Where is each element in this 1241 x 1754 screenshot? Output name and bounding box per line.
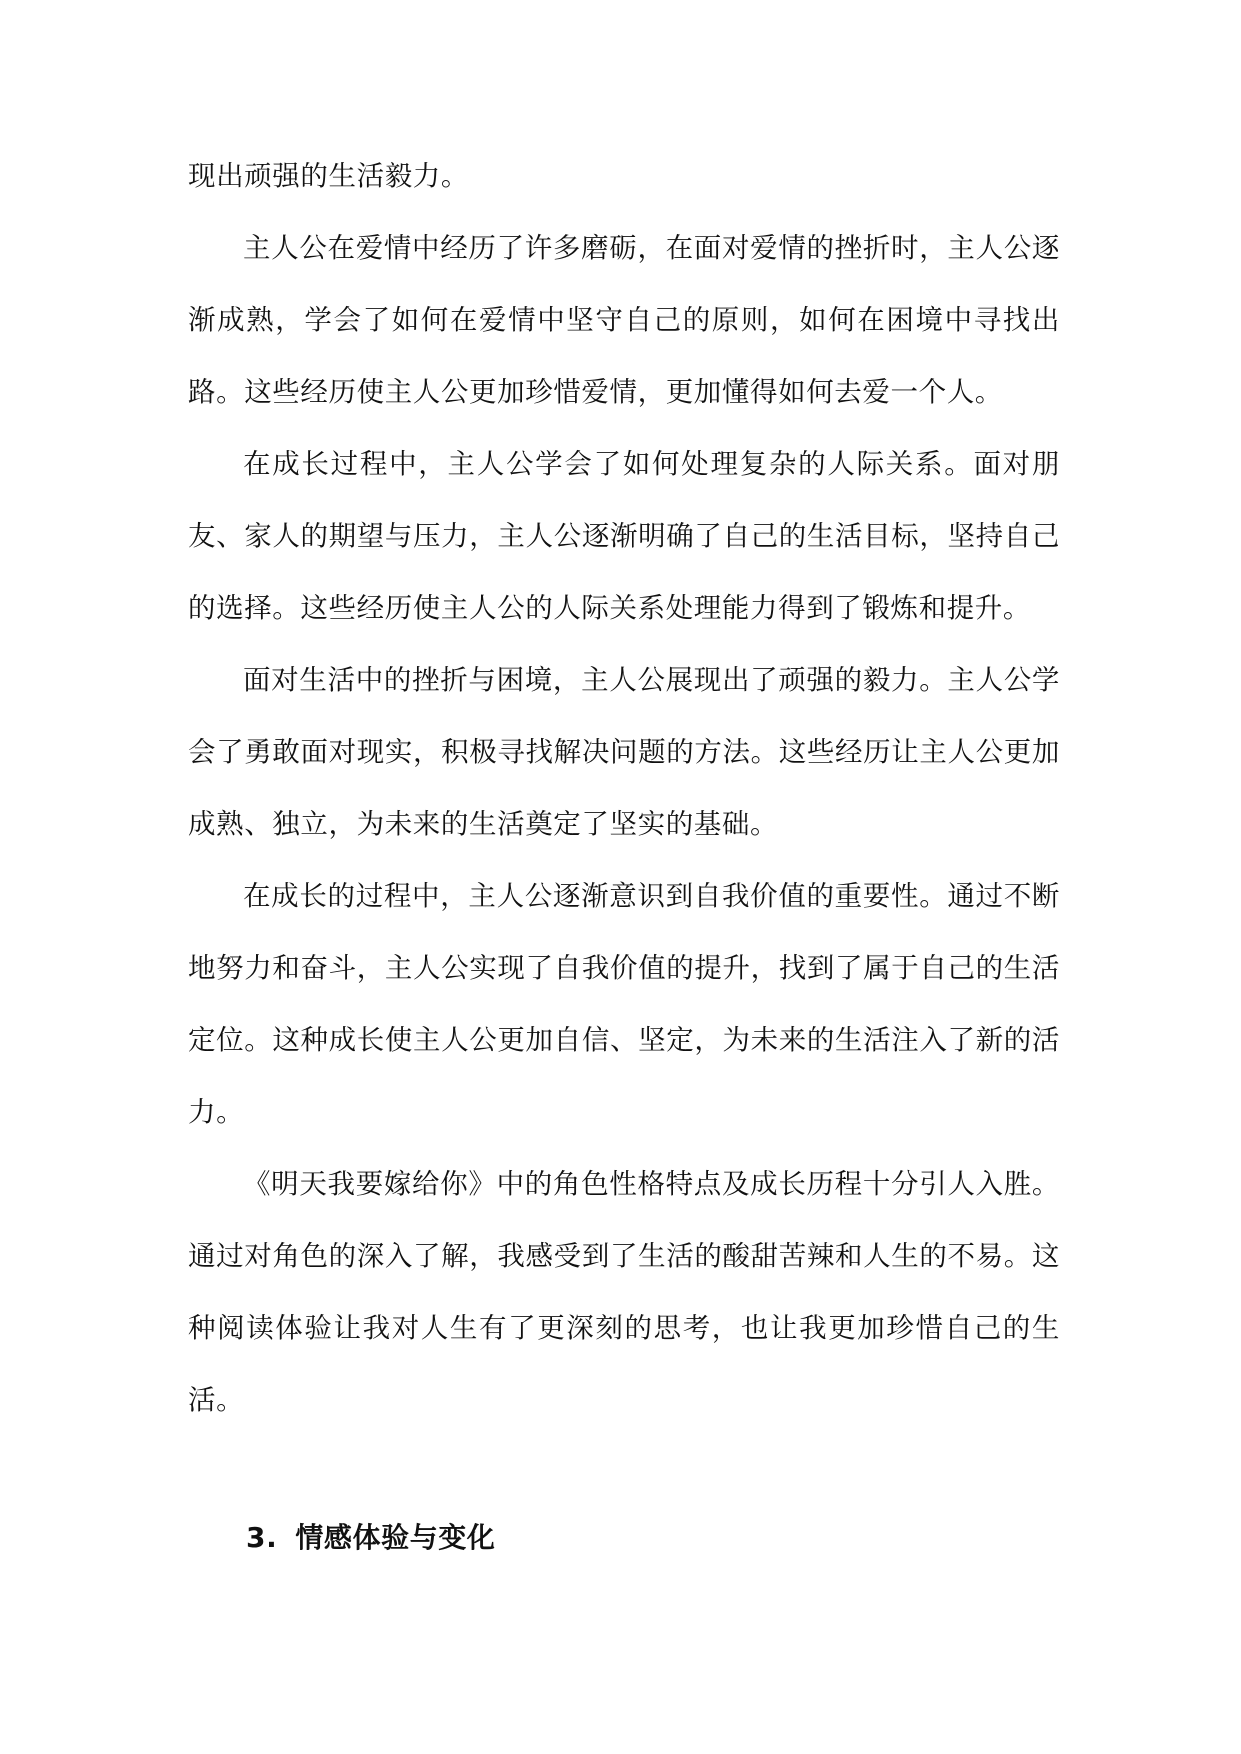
section-heading [188, 1514, 1060, 1562]
paragraph-love: 主人公在爱情中经历了许多磨砺，在面对爱情的挫折时，主人公逐渐成熟，学会了如何在爱情中坚守自己的原则，如何在困境中寻找出路。这些经历使主人公更加珍惜爱情，更加懂得如何去爱一个人。 [188, 232, 1060, 408]
paragraph-relationships: 在成长过程中，主人公学会了如何处理复杂的人际关系。面对朋友、家人的期望与压力，主人公逐渐明确了自己的生活目标，坚持自己的选择。这些经历使主人公的人际关系处理能力得到了锻炼和提升。 [188, 448, 1060, 624]
paragraph-continuation: 现出顽强的生活毅力。 [188, 160, 469, 192]
section-number: 3. [246, 1521, 278, 1554]
paragraph-self-value: 在成长的过程中，主人公逐渐意识到自我价值的重要性。通过不断地努力和奋斗，主人公实现了自我价值的提升，找到了属于自己的生活定位。这种成长使主人公更加自信、坚定，为未来的生活注入了新的活力。 [188, 880, 1060, 1128]
paragraph-perseverance: 面对生活中的挫折与困境，主人公展现出了顽强的毅力。主人公学会了勇敢面对现实，积极寻找解决问题的方法。这些经历让主人公更加成熟、独立，为未来的生活奠定了坚实的基础。 [188, 664, 1060, 840]
section-title: 情感体验与变化 [295, 1521, 496, 1554]
paragraph-summary: 《明天我要嫁给你》中的角色性格特点及成长历程十分引人入胜。通过对角色的深入了解，我感受到了生活的酸甜苦辣和人生的不易。这种阅读体验让我对人生有了更深刻的思考，也让我更加珍惜自己的生活。 [188, 1168, 1060, 1416]
document-page [188, 140, 1060, 1562]
